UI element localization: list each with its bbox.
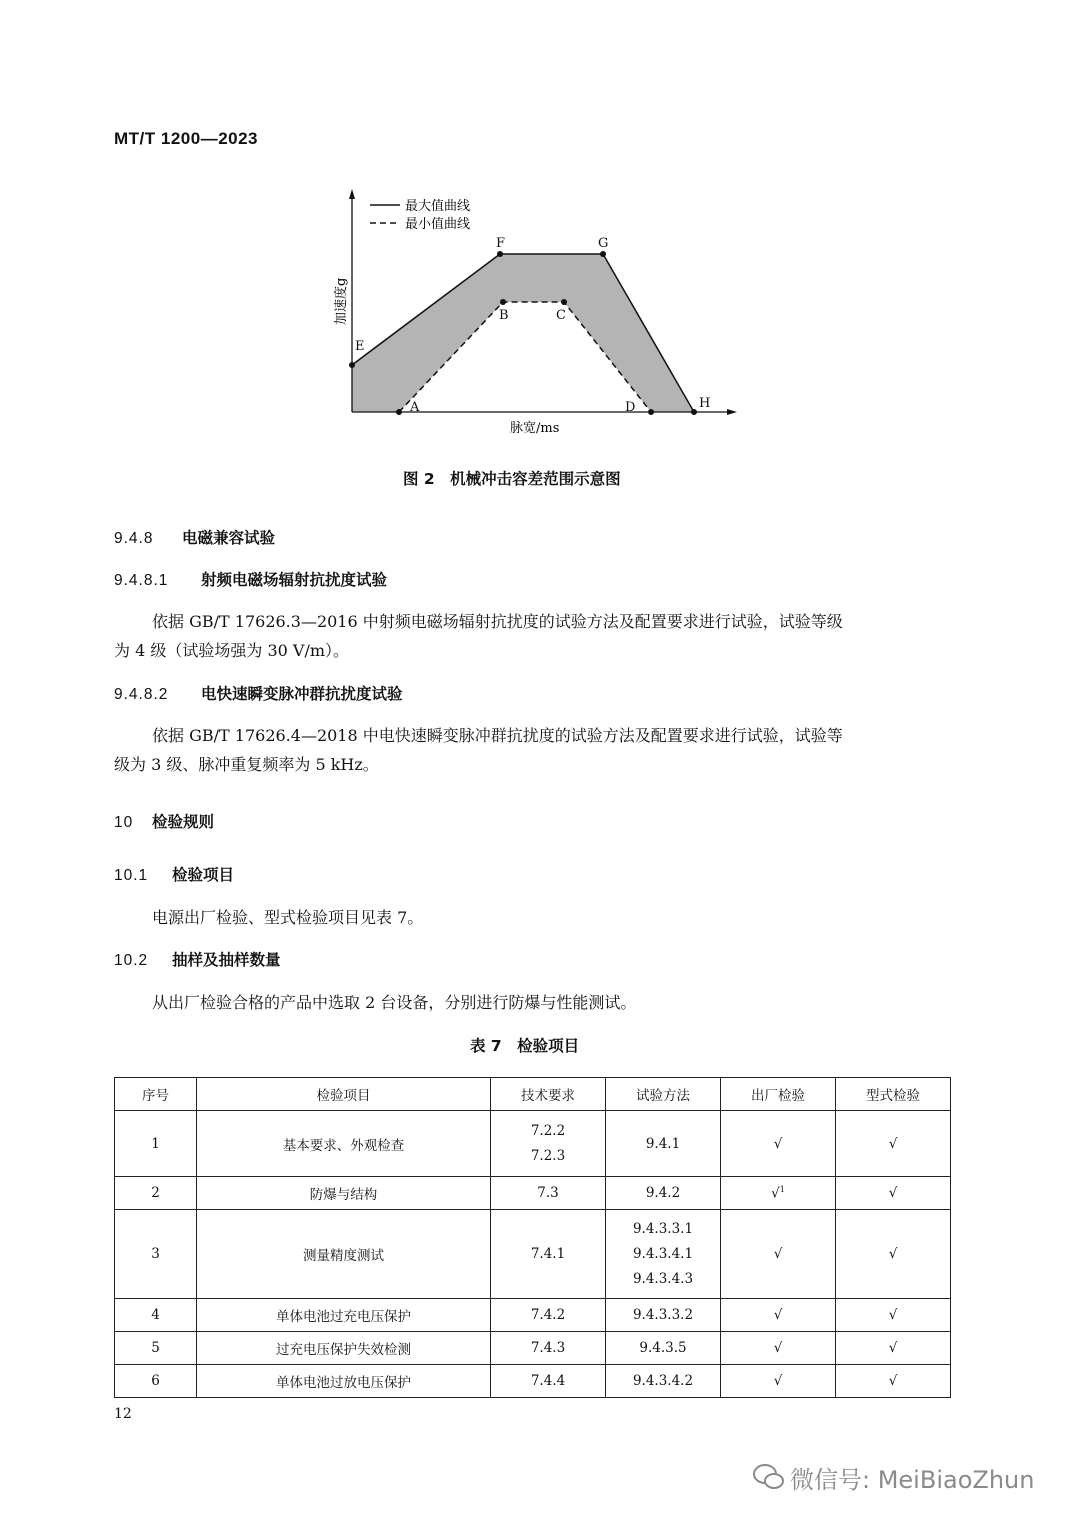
- table-cell: 7.3: [491, 1177, 606, 1210]
- point-label-g: G: [598, 236, 609, 251]
- legend-max: 最大值曲线: [405, 199, 471, 214]
- table-cell: 9.4.1: [606, 1111, 721, 1177]
- section-10-1: [114, 863, 234, 885]
- x-axis-label: 脉宽/ms: [510, 421, 560, 436]
- footnote-marker: 1: [779, 1184, 785, 1194]
- watermark: 微信号: MeiBiaoZhun: [790, 1466, 1035, 1494]
- section-title: 电磁兼容试验: [182, 529, 276, 547]
- table-cell: 单体电池过放电压保护: [197, 1365, 491, 1398]
- standard-number: MT/T 1200—2023: [114, 129, 259, 148]
- section-title: 抽样及抽样数量: [172, 951, 281, 969]
- method-line: 9.4.3.3.1: [632, 1220, 694, 1237]
- point-a: [396, 409, 402, 415]
- paragraph-text: 依据 GB/T 17626.4—2018 中电快速瞬变脉冲群抗扰度的试验方法及配置要求进行试验，试验等: [152, 726, 843, 745]
- table-cell: 7.4.3: [491, 1332, 606, 1365]
- table-cell: 5: [115, 1332, 197, 1365]
- table-cell: 1: [115, 1111, 197, 1177]
- table-cell: 7.4.1: [491, 1210, 606, 1299]
- figure-caption: 图 2 机械冲击容差范围示意图: [403, 470, 621, 488]
- section-9-4-8-1: [114, 568, 387, 590]
- table-cell: √: [721, 1365, 836, 1398]
- section-number: 10: [114, 814, 134, 831]
- table-row: [115, 1299, 951, 1332]
- x-axis-arrow-icon: [727, 409, 737, 415]
- col-header-method: 试验方法: [606, 1078, 721, 1111]
- paragraph-items: [114, 905, 950, 928]
- table-cell: √: [836, 1177, 951, 1210]
- point-f: [497, 251, 503, 257]
- point-label-f: F: [496, 236, 506, 251]
- requirement-line: 7.2.2: [530, 1122, 566, 1139]
- table-cell: 9.4.2: [606, 1177, 721, 1210]
- method-line: 9.4.3.4.1: [632, 1245, 694, 1262]
- point-g: [600, 251, 606, 257]
- table-row: [115, 1365, 951, 1398]
- section-9-4-8-2: [114, 682, 403, 704]
- section-number: 10.1: [114, 867, 149, 884]
- table-cell: √: [836, 1365, 951, 1398]
- point-e: [349, 362, 355, 368]
- page-number: 12: [114, 1406, 132, 1422]
- section-title: 射频电磁场辐射抗扰度试验: [201, 571, 388, 589]
- point-label-b: B: [499, 308, 509, 323]
- table-cell: 测量精度测试: [197, 1210, 491, 1299]
- paragraph-rf-cont: [114, 638, 950, 661]
- table-cell: [491, 1111, 606, 1177]
- paragraph-eft: [114, 723, 950, 746]
- table-header-row: [115, 1078, 951, 1111]
- table-row: [115, 1111, 951, 1177]
- table-cell: 7.4.2: [491, 1299, 606, 1332]
- paragraph-rf: [114, 609, 950, 632]
- table-cell: 7.4.4: [491, 1365, 606, 1398]
- table-cell: 过充电压保护失效检测: [197, 1332, 491, 1365]
- wechat-icon: [752, 1462, 786, 1492]
- table-cell: [606, 1210, 721, 1299]
- point-label-e: E: [355, 339, 365, 354]
- paragraph-eft-cont: [114, 752, 950, 775]
- section-title: 检验规则: [152, 813, 215, 831]
- paragraph-text: 级为 3 级、脉冲重复频率为 5 kHz。: [114, 755, 379, 774]
- paragraph-text: 电源出厂检验、型式检验项目见表 7。: [152, 908, 424, 927]
- tolerance-band: [352, 254, 694, 412]
- table-cell: √: [721, 1210, 836, 1299]
- col-header-requirement: 技术要求: [491, 1078, 606, 1111]
- requirement-line: 7.2.3: [530, 1147, 566, 1164]
- table-cell: √: [721, 1299, 836, 1332]
- y-axis-arrow-icon: [349, 189, 355, 199]
- point-b: [500, 299, 506, 305]
- table-cell: [721, 1177, 836, 1210]
- table-cell: √: [836, 1210, 951, 1299]
- table-cell: 9.4.3.3.2: [606, 1299, 721, 1332]
- table-cell: 单体电池过充电压保护: [197, 1299, 491, 1332]
- point-label-a: A: [410, 400, 420, 415]
- table-cell: √: [836, 1299, 951, 1332]
- table-cell: 3: [115, 1210, 197, 1299]
- table-cell: 基本要求、外观检查: [197, 1111, 491, 1177]
- paragraph-text: 为 4 级（试验场强为 30 V/m）。: [114, 641, 350, 660]
- paragraph-text: 从出厂检验合格的产品中选取 2 台设备，分别进行防爆与性能测试。: [152, 993, 637, 1012]
- col-header-factory: 出厂检验: [721, 1078, 836, 1111]
- section-number: 10.2: [114, 952, 149, 969]
- paragraph-text: 依据 GB/T 17626.3—2016 中射频电磁场辐射抗扰度的试验方法及配置要求进行试验，试验等级: [152, 612, 843, 631]
- table-cell: √: [721, 1111, 836, 1177]
- point-label-c: C: [556, 308, 566, 323]
- col-header-type: 型式检验: [836, 1078, 951, 1111]
- method-line: 9.4.3.4.3: [632, 1270, 694, 1287]
- paragraph-sampling: [114, 990, 950, 1013]
- check-mark: √: [771, 1185, 780, 1202]
- table-row: [115, 1210, 951, 1299]
- table-cell: 防爆与结构: [197, 1177, 491, 1210]
- inspection-items-table: [114, 1077, 951, 1398]
- point-c: [561, 299, 567, 305]
- table-cell: 6: [115, 1365, 197, 1398]
- point-label-h: H: [699, 396, 711, 411]
- table-cell: 9.4.3.5: [606, 1332, 721, 1365]
- section-number: 9.4.8.1: [114, 572, 169, 589]
- section-title: 电快速瞬变脉冲群抗扰度试验: [201, 685, 403, 703]
- point-label-d: D: [625, 400, 636, 415]
- table-cell: 9.4.3.4.2: [606, 1365, 721, 1398]
- section-number: 9.4.8.2: [114, 686, 169, 703]
- point-h: [691, 409, 697, 415]
- table-cell: √: [721, 1332, 836, 1365]
- table-cell: 4: [115, 1299, 197, 1332]
- section-title: 检验项目: [172, 866, 235, 884]
- table-cell: √: [836, 1111, 951, 1177]
- shock-tolerance-figure: [0, 0, 1080, 500]
- section-number: 9.4.8: [114, 530, 154, 547]
- section-10: [114, 810, 214, 832]
- table-cell: 2: [115, 1177, 197, 1210]
- table-row: [115, 1177, 951, 1210]
- section-10-2: [114, 948, 281, 970]
- legend-min: 最小值曲线: [405, 217, 471, 232]
- y-axis-label: 加速度g: [334, 277, 349, 325]
- section-9-4-8: [114, 526, 275, 548]
- col-header-no: 序号: [115, 1078, 197, 1111]
- point-d: [648, 409, 654, 415]
- table-row: [115, 1332, 951, 1365]
- col-header-item: 检验项目: [197, 1078, 491, 1111]
- table-cell: √: [836, 1332, 951, 1365]
- table-caption: 表 7 检验项目: [470, 1037, 580, 1055]
